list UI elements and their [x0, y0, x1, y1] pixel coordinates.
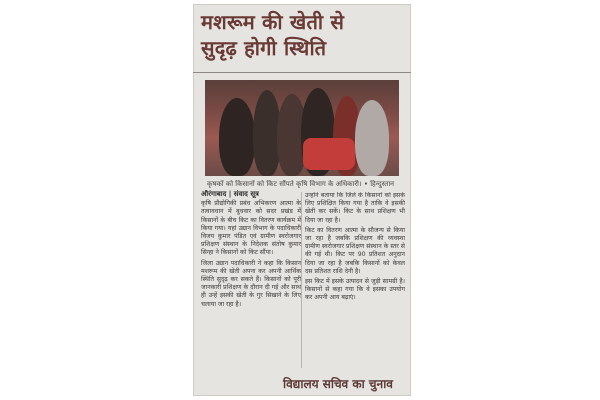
newspaper-clipping: [193, 4, 411, 396]
column-divider: [301, 192, 302, 368]
article-paragraph: इस किट में इसके उत्पादन से जुड़ी सामग्री है। किसानों से कहा गया कि वे इसका उपयोग कर अपनी आय बढ़ाएं।: [305, 278, 405, 302]
photo-caption: कृषकों को किसानों को किट सौंपते कृषि विभाग के अधिकारी। • हिन्दुस्तान: [207, 180, 395, 188]
article-column-left: [201, 190, 301, 368]
bottom-headline: विद्यालय सचिव का चुनाव: [283, 377, 393, 391]
photo-person: [355, 100, 389, 176]
headline-rule: [193, 72, 411, 73]
article-paragraph: जिला उद्यान पदाधिकारी ने कहा कि किसान मशरूम की खेती अपना कर अपनी आर्थिक स्थिति सुदृढ़ कर सकते हैं। किसानों को पूरी जानकारी प्रशिक्षण के दौरान दी गई और साथ ही उन्हें इसकी खेती के गुर सिखाने के लिए चलाया जा रहा है।: [201, 259, 301, 308]
photo-object: [303, 138, 355, 170]
article-column-right: [305, 192, 405, 370]
headline-line-1: मशरूम की खेती से: [201, 10, 345, 34]
news-photo: [205, 80, 399, 176]
article-paragraph: उन्होंने बताया कि जिले के किसानों को इसके लिए प्रशिक्षित किया गया है ताकि वे इसकी खेती कर सकें। किट के साथ प्रशिक्षण भी दिया जा रहा है।: [305, 192, 405, 224]
photo-person: [219, 98, 255, 176]
headline-line-2: सुदृढ़ होगी स्थिति: [201, 36, 327, 60]
article-dateline: औरंगाबाद | संवाद सूत्र: [201, 190, 259, 198]
article-paragraph: किट का वितरण आत्मा के सौजन्य से किया जा रहा है जबकि प्रशिक्षण की व्यवस्था ग्रामीण स्वरोजगार प्रशिक्षण संस्थान के स्तर से की गई थी। किट पर 90 प्रतिशत अनुदान दिया जा रहा है जबकि किसानों को केवल दस प्रतिशत राशि देनी है।: [305, 226, 405, 275]
article-paragraph: कृषि प्रौद्योगिकी प्रबंध अभिकरण आत्मा के तत्वावधान में बुधवार को सदर प्रखंड में किसानों के बीच किट का वितरण कार्यक्रम में किया गया। यहां उद्यान विभाग के पदाधिकारी विजय कुमार पंडित एवं ग्रामीण स्वरोजगार प्रशिक्षण संस्थान के निदेशक संतोष कुमार सिन्हा ने किसानों को किट सौंपा।: [201, 200, 301, 257]
